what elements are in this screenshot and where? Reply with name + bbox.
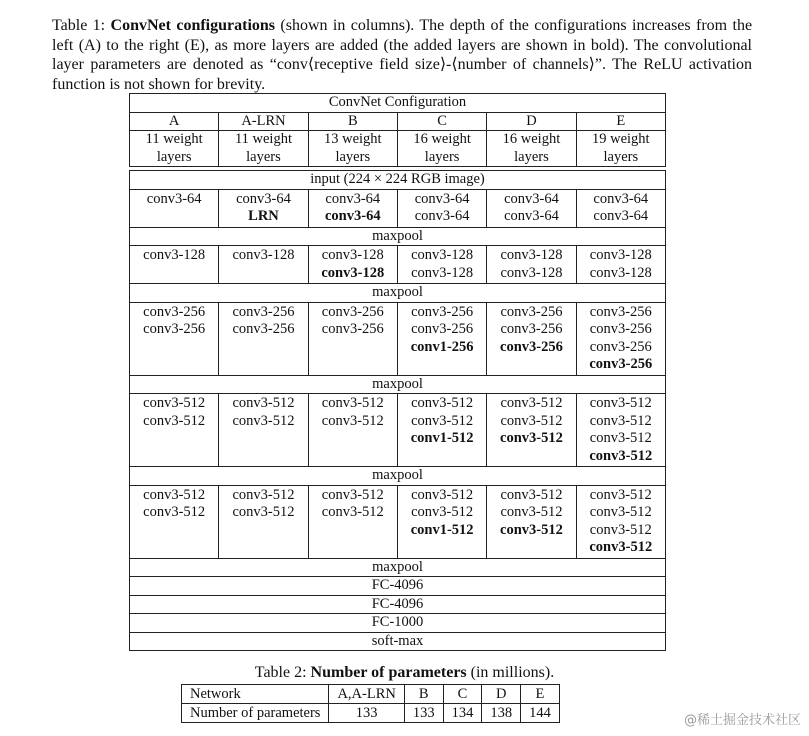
layer-name: conv3-64 (414, 208, 470, 224)
layer-cell (397, 485, 486, 558)
tail-layer-row (130, 577, 666, 596)
network-row (182, 685, 560, 704)
conv-block-row (130, 246, 666, 284)
table2-caption (0, 664, 809, 682)
layer-name: conv3-256 (411, 321, 474, 337)
layer-cell (130, 394, 219, 467)
layer-cell (487, 394, 576, 467)
weight-text: layers (156, 148, 192, 165)
layer-name: conv3-256 (589, 303, 652, 320)
layer-name: conv3-128 (500, 264, 563, 281)
layer-name: conv3-128 (232, 247, 295, 263)
layer-name: conv3-512 (411, 395, 474, 411)
maxpool-layer-row (130, 467, 666, 486)
layer-name: conv3-128 (411, 264, 474, 281)
layer-cell (487, 302, 576, 375)
layer-cell (576, 394, 665, 467)
tail-layer: soft-max (130, 632, 666, 651)
layer-name: conv3-512 (589, 412, 652, 429)
layer-name: conv3-256 (500, 338, 563, 355)
conv-block-row (130, 189, 666, 227)
layer-name: conv3-512 (500, 395, 563, 411)
layer-cell (576, 189, 665, 227)
layer-name: conv3-64 (324, 208, 381, 224)
layer-cell (308, 189, 397, 227)
tail-layer-row (130, 614, 666, 633)
layer-cell (219, 302, 308, 375)
table1-caption (52, 16, 752, 94)
layer-cell (130, 189, 219, 227)
param-value: B (404, 685, 443, 704)
table1-caption-text: (shown in columns). The depth of the configurations increases from the left (A) to the right (E), as more layers are added (the added layers are shown in bold). The convolutional layer parameters are denoted as “conv⟨receptive field size⟩-⟨number of channels⟩”. The ReLU activation function is not shown for brevity. (52, 17, 753, 93)
param-value: A,A-LRN (329, 685, 404, 704)
param-value: 133 (329, 704, 404, 723)
weight-text: layers (424, 148, 460, 165)
layer-name: conv3-128 (500, 247, 563, 263)
row-label: Network (182, 685, 329, 704)
column-name: B (308, 112, 397, 131)
table2-caption-text: (in millions). (470, 664, 555, 681)
layer-name: conv3-512 (232, 504, 295, 520)
param-value: 144 (521, 704, 560, 723)
parameters-table (181, 684, 560, 723)
layer-name: conv3-64 (236, 190, 291, 207)
layer-name: conv3-64 (504, 190, 559, 207)
weight-text: layers (335, 148, 371, 165)
layer-name: conv3-512 (232, 486, 295, 503)
weight-layers-cell (397, 131, 486, 167)
param-value: D (482, 685, 521, 704)
layer-name: conv3-512 (321, 504, 384, 520)
column-name: A (130, 112, 219, 131)
layer-cell (397, 246, 486, 284)
layer-name: conv3-512 (411, 504, 474, 520)
layer-name: conv3-256 (589, 321, 652, 337)
layer-cell (219, 189, 308, 227)
layer-name: conv3-512 (500, 486, 563, 503)
param-value: E (521, 685, 560, 704)
tail-layer: FC-4096 (130, 577, 666, 596)
input-layer: input (224 × 224 RGB image) (130, 171, 666, 190)
layer-name: conv3-512 (589, 395, 652, 411)
tail-layer: FC-1000 (130, 614, 666, 633)
layer-name: conv3-512 (143, 504, 206, 520)
layer-name: conv3-128 (321, 264, 385, 281)
weight-text: 11 weight (145, 131, 203, 147)
layer-cell (576, 485, 665, 558)
layer-name: conv3-512 (589, 504, 652, 520)
tail-layer-row (130, 558, 666, 577)
layer-name: conv3-512 (500, 412, 563, 429)
layer-name: conv3-128 (589, 247, 652, 263)
conv-block-row (130, 394, 666, 467)
layer-name: conv3-64 (146, 190, 202, 207)
layer-cell (308, 246, 397, 284)
params-row (182, 704, 560, 723)
convnet-config-table (129, 93, 666, 651)
layer-cell (130, 485, 219, 558)
layer-cell (397, 189, 486, 227)
layer-name: conv3-256 (232, 321, 295, 337)
weight-layers-cell (576, 131, 665, 167)
layer-name: conv3-256 (232, 303, 295, 320)
tail-layer: FC-4096 (130, 595, 666, 614)
layer-name: conv3-256 (321, 321, 384, 337)
layer-name: conv3-256 (500, 303, 563, 320)
layer-cell (576, 246, 665, 284)
layer-name: conv3-512 (411, 486, 474, 503)
maxpool-layer: maxpool (130, 227, 666, 246)
layer-name: conv3-512 (411, 412, 474, 429)
layer-name: conv3-64 (325, 190, 381, 207)
layer-name: conv3-512 (500, 521, 563, 538)
tail-layer: maxpool (130, 558, 666, 577)
layer-cell (487, 246, 576, 284)
layer-cell (397, 302, 486, 375)
layer-name: conv3-512 (589, 447, 653, 464)
layer-name: conv3-64 (504, 208, 559, 224)
layer-name: conv3-512 (232, 412, 295, 429)
layer-cell (219, 246, 308, 284)
layer-name: conv3-512 (589, 430, 652, 446)
layer-cell (308, 485, 397, 558)
layer-name: LRN (248, 208, 279, 224)
weight-text: 16 weight (502, 131, 561, 147)
layer-cell (487, 485, 576, 558)
conv-block-row (130, 302, 666, 375)
weights-row (130, 131, 666, 167)
maxpool-layer: maxpool (130, 284, 666, 303)
layer-name: conv3-256 (589, 338, 652, 355)
input-layer-row (130, 171, 666, 190)
layer-cell (487, 189, 576, 227)
weight-text: 13 weight (323, 131, 382, 147)
layer-name: conv3-512 (321, 412, 384, 429)
weight-layers-cell (130, 131, 219, 167)
layer-name: conv3-256 (500, 321, 563, 337)
layer-name: conv3-64 (593, 190, 649, 207)
maxpool-layer-row (130, 227, 666, 246)
layer-name: conv1-256 (410, 338, 474, 355)
weight-text: 11 weight (234, 131, 292, 147)
param-value: 133 (404, 704, 443, 723)
layer-cell (397, 394, 486, 467)
table1-caption-label: Table 1: (52, 17, 106, 34)
column-names-row (130, 112, 666, 131)
weight-text: 16 weight (413, 131, 471, 147)
column-name: A-LRN (219, 112, 308, 131)
table2-caption-bold: Number of parameters (310, 664, 467, 681)
layer-name: conv3-256 (143, 321, 206, 337)
maxpool-layer-row (130, 284, 666, 303)
layer-name: conv3-512 (500, 430, 563, 446)
layer-name: conv3-256 (589, 356, 653, 372)
layer-name: conv3-256 (321, 303, 384, 320)
layer-cell (576, 302, 665, 375)
layer-name: conv3-512 (143, 395, 206, 411)
layer-name: conv3-128 (143, 247, 206, 263)
layer-name: conv3-128 (411, 247, 474, 263)
layer-name: conv3-512 (232, 395, 295, 411)
weight-text: layers (603, 148, 639, 165)
weight-layers-cell (219, 131, 308, 167)
layer-cell (308, 394, 397, 467)
layer-name: conv3-512 (321, 395, 384, 411)
row-label: Number of parameters (182, 704, 329, 723)
column-name: C (397, 112, 486, 131)
param-value: 138 (482, 704, 521, 723)
weight-text: 19 weight (592, 131, 650, 147)
weight-layers-cell (308, 131, 397, 167)
conv-block-row (130, 485, 666, 558)
layer-name: conv3-512 (589, 521, 652, 538)
layer-name: conv1-512 (410, 521, 474, 538)
column-name: E (576, 112, 665, 131)
maxpool-layer-row (130, 375, 666, 394)
layer-name: conv3-512 (143, 412, 206, 429)
maxpool-layer: maxpool (130, 375, 666, 394)
layer-name: conv1-512 (410, 430, 474, 446)
table1-caption-bold: ConvNet configurations (110, 17, 276, 34)
layer-name: conv3-64 (593, 208, 649, 224)
watermark: @稀土掘金技术社区 (683, 713, 801, 728)
layer-cell (219, 485, 308, 558)
layer-cell (130, 302, 219, 375)
layer-name: conv3-128 (321, 247, 384, 263)
param-value: C (443, 685, 482, 704)
weight-text: layers (246, 148, 281, 165)
layer-name: conv3-128 (589, 264, 652, 281)
layer-name: conv3-512 (500, 504, 563, 520)
layer-name: conv3-512 (589, 486, 652, 503)
maxpool-layer: maxpool (130, 467, 666, 486)
config-header: ConvNet Configuration (130, 94, 666, 113)
tail-layer-row (130, 632, 666, 651)
layer-name: conv3-512 (321, 486, 384, 503)
param-value: 134 (443, 704, 482, 723)
layer-name: conv3-512 (589, 539, 653, 555)
tail-layer-row (130, 595, 666, 614)
weight-layers-cell (487, 131, 576, 167)
layer-name: conv3-64 (414, 190, 470, 207)
layer-name: conv3-512 (143, 486, 206, 503)
layer-cell (219, 394, 308, 467)
table2-caption-label: Table 2: (254, 664, 307, 681)
layer-cell (308, 302, 397, 375)
weight-text: layers (514, 148, 549, 165)
config-header-row (130, 94, 666, 113)
layer-name: conv3-256 (143, 303, 206, 320)
layer-cell (130, 246, 219, 284)
column-name: D (487, 112, 576, 131)
layer-name: conv3-256 (411, 303, 474, 320)
